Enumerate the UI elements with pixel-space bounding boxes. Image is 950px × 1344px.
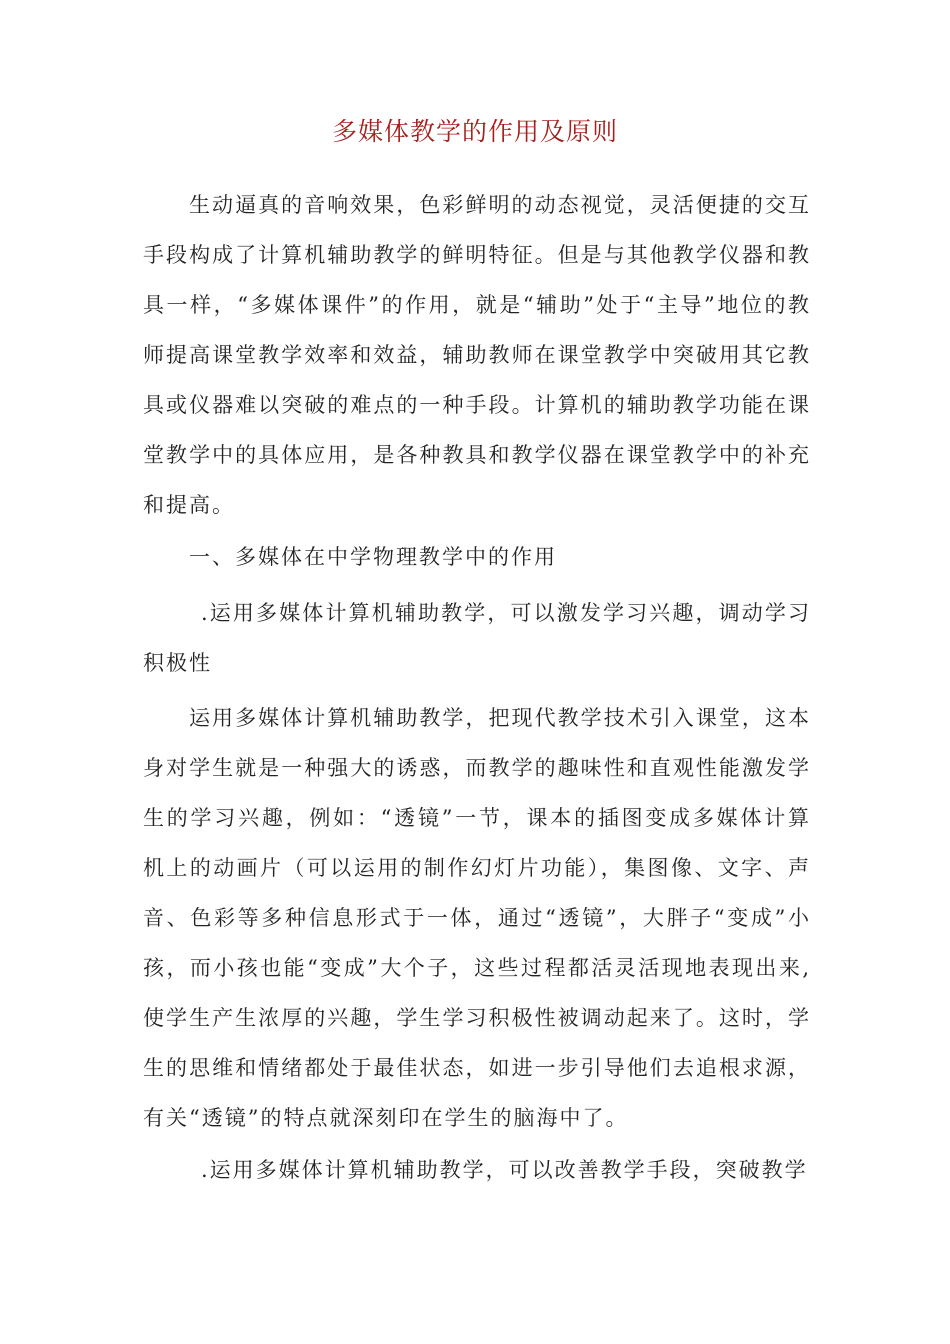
section-heading-1: 一、多媒体在中学物理教学中的作用 <box>189 545 557 569</box>
subsection-heading-2: .运用多媒体计算机辅助教学，可以改善教学手段，突破教学 <box>201 1158 808 1182</box>
paragraph-intro: 生动逼真的音响效果，色彩鲜明的动态视觉，灵活便捷的交互手段构成了计算机辅助教学的鲜明特征。但是与其他教学仪器和教具一样，“多媒体课件”的作用，就是“辅助”处于“主导”地位的教师提高课堂教学效率和效益，辅助教师在课堂教学中突破用其它教具或仪器难以突破的难点的一种手段。计算机的辅助教学功能在课堂教学中的具体应用，是各种教具和教学仪器在课堂教学中的补充和提高。 <box>143 193 811 517</box>
subsection-heading-1: .运用多媒体计算机辅助教学，可以激发学习兴趣，调动学习积极性 <box>143 601 811 675</box>
paragraph-body: 运用多媒体计算机辅助教学，把现代教学技术引入课堂，这本身对学生就是一种强大的诱惑，而教学的趣味性和直观性能激发学生的学习兴趣，例如：“透镜”一节，课本的插图变成多媒体计算机上的动画片（可以运用的制作幻灯片功能），集图像、文字、声音、色彩等多种信息形式于一体，通过“透镜”，大胖子“变成”小孩，而小孩也能“变成”大个子，这些过程都活灵活现地表现出来,使学生产生浓厚的兴趣，学生学习积极性被调动起来了。这时，学生的思维和情绪都处于最佳状态，如进一步引导他们去追根求源，有关“透镜”的特点就深刻印在学生的脑海中了。 <box>143 706 811 1130</box>
document-title: 多媒体教学的作用及原则 <box>331 117 618 146</box>
